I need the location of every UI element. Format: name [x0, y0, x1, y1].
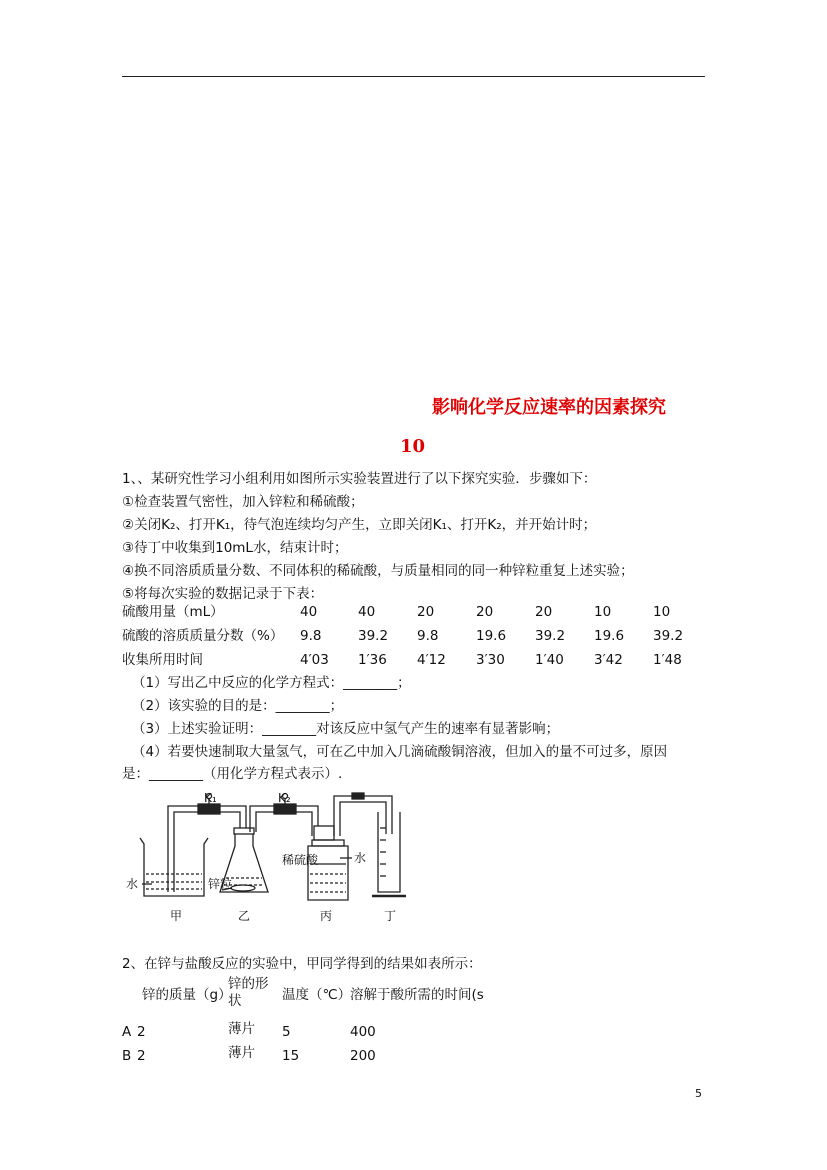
row-label: 硫酸用量（mL） [122, 604, 224, 620]
table-cell: 薄片 [228, 1021, 255, 1037]
k1-label: K₁ [204, 791, 217, 805]
table-cell: 40 [358, 604, 376, 620]
table-cell: 20 [535, 604, 553, 620]
label-bing: 丙 [320, 909, 333, 923]
table-cell: 40 [300, 604, 318, 620]
dilute-acid-label: 稀硫酸 [282, 853, 319, 867]
k2-label: K₂ [278, 791, 291, 805]
table-cell: 39.2 [653, 628, 684, 644]
q1-intro: 1、、某研究性学习小组利用如图所示实验装置进行了以下探究实验．步骤如下： [122, 471, 597, 487]
table-cell: 39.2 [358, 628, 389, 644]
table-cell: 9.8 [417, 628, 439, 644]
table-cell: 9.8 [300, 628, 322, 644]
table-cell: 10 [653, 604, 671, 620]
table-cell: 20 [417, 604, 435, 620]
table-cell: 19.6 [476, 628, 507, 644]
header-rule [122, 76, 705, 77]
q1-question-3: （3）上述实验证明：________对该反应中氢气产生的速率有显著影响； [132, 721, 560, 737]
q2-intro: 2、在锌与盐酸反应的实验中，甲同学得到的结果如表所示： [122, 956, 482, 972]
header-mass: 锌的质量（g） [142, 987, 232, 1003]
table-cell: 200 [350, 1048, 376, 1064]
table-cell: 20 [476, 604, 494, 620]
table-cell: 19.6 [594, 628, 625, 644]
q1-step-4: ④换不同溶质质量分数、不同体积的稀硫酸，与质量相同的同一种锌粒重复上述实验； [122, 563, 634, 579]
table-cell: 3′42 [594, 652, 623, 668]
q1-question-2: （2）该实验的目的是：________； [132, 698, 344, 714]
table-cell: 1′40 [535, 652, 564, 668]
row-label: 收集所用时间 [122, 652, 203, 668]
table-cell: 5 [282, 1024, 291, 1040]
q1-question-4-cont: 是：________（用化学方程式表示）. [122, 766, 343, 782]
table-cell: 1′36 [358, 652, 387, 668]
label-jia: 甲 [170, 909, 183, 923]
table-cell: 2 [137, 1024, 146, 1040]
row-label: 硫酸的溶质质量分数（%） [122, 628, 284, 644]
table-cell: 3′30 [476, 652, 505, 668]
q1-question-4: （4）若要快速制取大量氢气，可在乙中加入几滴硫酸铜溶液，但加入的量不可过多，原因 [132, 744, 668, 760]
page-number: 5 [695, 1087, 702, 1100]
label-yi: 乙 [238, 909, 251, 923]
table-cell: 15 [282, 1048, 300, 1064]
header-time: 溶解于酸所需的时间(s [350, 987, 484, 1003]
table-cell: 400 [350, 1024, 376, 1040]
table-cell: 10 [594, 604, 612, 620]
row-id: A [122, 1024, 132, 1040]
table-cell: 4′12 [417, 652, 446, 668]
water-right-label: 水 [354, 851, 367, 865]
table-cell: 1′48 [653, 652, 682, 668]
page-title-number: 10 [400, 436, 426, 457]
page-title: 影响化学反应速率的因素探究 [432, 397, 666, 418]
q1-step-2: ②关闭K₂、打开K₁，待气泡连续均匀产生，立即关闭K₁、打开K₂，并开始计时； [122, 517, 597, 533]
label-ding: 丁 [384, 909, 397, 923]
table-cell: 39.2 [535, 628, 566, 644]
q1-step-1: ①检查装置气密性，加入锌粒和稀硫酸； [122, 494, 364, 510]
table-cell: 薄片 [228, 1045, 255, 1061]
header-temp: 温度（℃） [282, 987, 352, 1003]
apparatus-diagram [122, 788, 412, 926]
zinc-label: 锌粒 [208, 877, 233, 891]
q1-question-1: （1）写出乙中反应的化学方程式：________； [132, 675, 411, 691]
q1-step-3: ③待丁中收集到10mL水，结束计时； [122, 540, 348, 556]
water-left-label: 水 [126, 877, 139, 891]
q1-step-5: ⑤将每次实验的数据记录于下表： [122, 586, 324, 602]
table-cell: 4′03 [300, 652, 329, 668]
table-cell: 2 [137, 1048, 146, 1064]
header-shape: 锌的形状 [228, 976, 269, 1009]
row-id: B [122, 1048, 132, 1064]
